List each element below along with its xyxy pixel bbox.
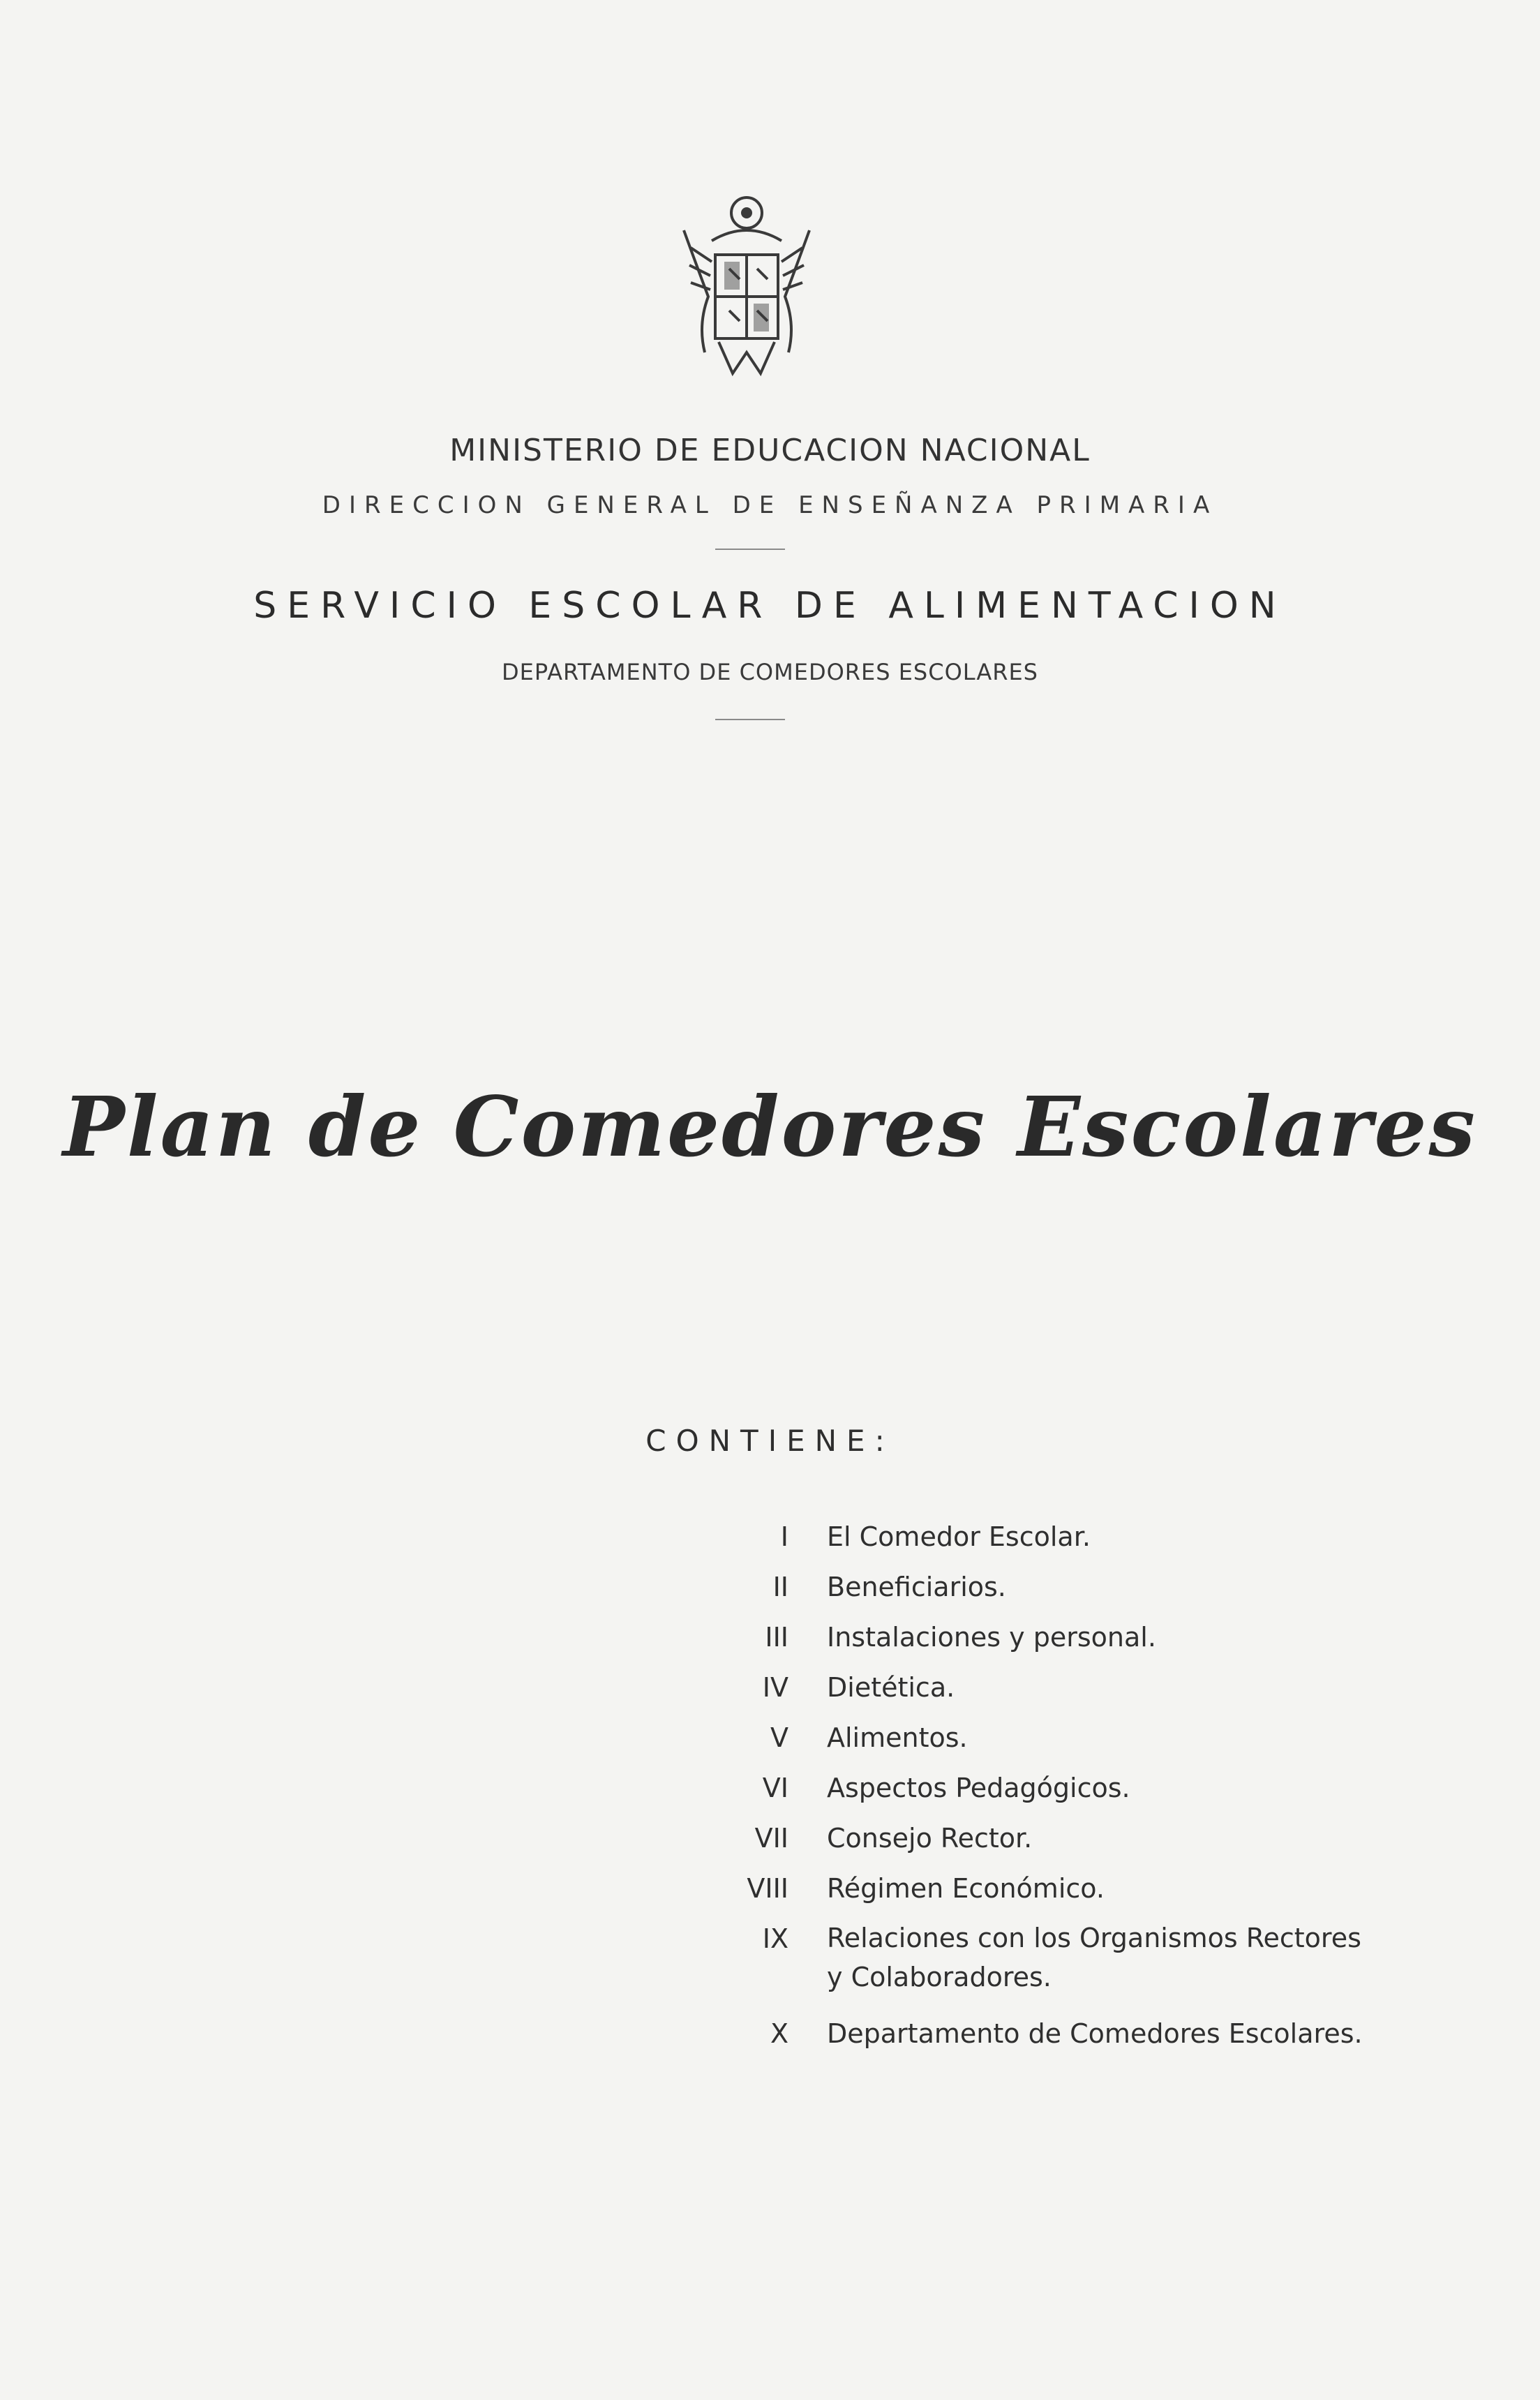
direction-heading: DIRECCION GENERAL DE ENSEÑANZA PRIMARIA	[322, 491, 1218, 519]
item-label: Aspectos Pedagógicos.	[827, 1773, 1130, 1803]
item-numeral: I	[780, 1521, 788, 1552]
item-label: El Comedor Escolar.	[827, 1521, 1091, 1552]
item-numeral: IV	[762, 1672, 788, 1703]
contents-heading: CONTIENE:	[645, 1424, 895, 1458]
divider	[715, 719, 785, 720]
contents-item	[705, 1813, 1403, 1863]
divider	[715, 549, 785, 550]
item-numeral: VI	[762, 1773, 788, 1803]
item-label: Consejo Rector.	[827, 1823, 1033, 1854]
item-label: Departamento de Comedores Escolares.	[827, 2018, 1363, 2049]
item-label: Beneficiarios.	[827, 1572, 1006, 1602]
item-label: Relaciones con los Organismos Rectores y Colaboradores.	[827, 1923, 1361, 1992]
department-heading: DEPARTAMENTO DE COMEDORES ESCOLARES	[502, 659, 1038, 685]
service-heading: SERVICIO ESCOLAR DE ALIMENTACION	[253, 585, 1287, 627]
item-label: Instalaciones y personal.	[827, 1622, 1156, 1653]
contents-item	[705, 1914, 1403, 2008]
contents-list	[705, 1512, 1403, 2059]
contents-item	[705, 1512, 1403, 1562]
item-label: Alimentos.	[827, 1722, 968, 1753]
item-numeral: VII	[754, 1823, 788, 1854]
item-numeral: V	[770, 1722, 788, 1753]
contents-item	[705, 1863, 1403, 1914]
document-title: Plan de Comedores Escolares	[63, 1078, 1477, 1175]
eagle-coat-of-arms-icon	[670, 192, 823, 387]
item-numeral: VIII	[747, 1873, 788, 1904]
contents-item	[705, 1562, 1403, 1612]
item-label: Dietética.	[827, 1672, 955, 1703]
item-numeral: II	[772, 1572, 788, 1602]
contents-item	[705, 1612, 1403, 1662]
contents-item	[705, 2008, 1403, 2059]
ministry-heading: MINISTERIO DE EDUCACION NACIONAL	[449, 433, 1091, 468]
item-label: Régimen Económico.	[827, 1873, 1105, 1904]
contents-item	[705, 1662, 1403, 1713]
item-numeral: III	[765, 1622, 788, 1653]
contents-item	[705, 1713, 1403, 1763]
item-numeral: IX	[762, 1923, 788, 1954]
item-numeral: X	[770, 2018, 788, 2049]
contents-item	[705, 1763, 1403, 1813]
